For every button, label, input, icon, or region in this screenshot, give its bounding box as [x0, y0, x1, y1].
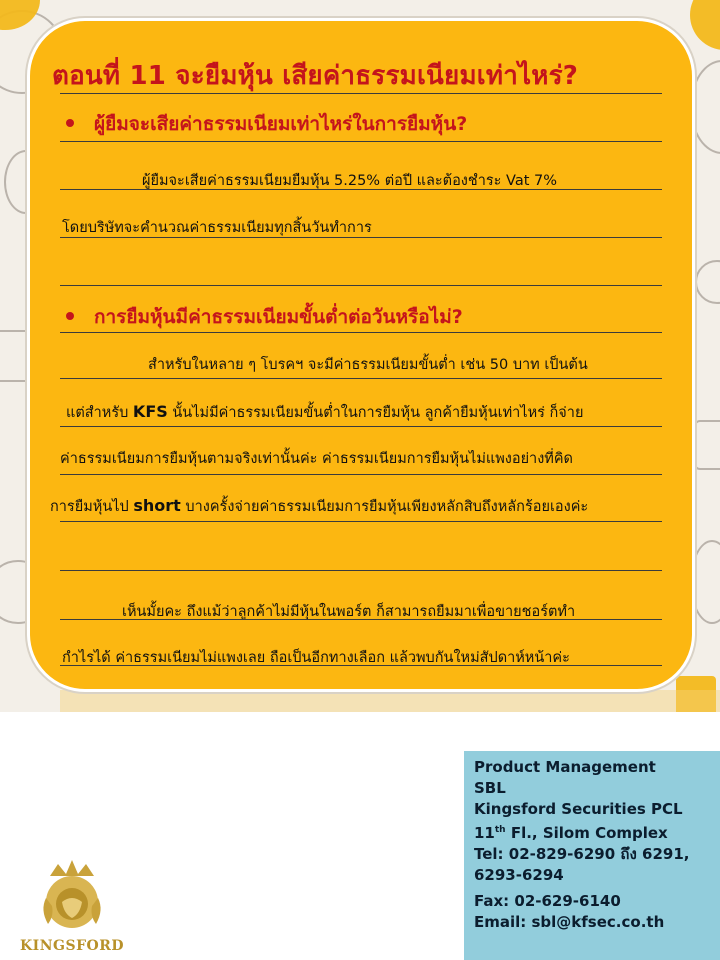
answer-2-line-1: สำหรับในหลาย ๆ โบรคฯ จะมีค่าธรรมเนียมขั้นต่ำ เช่น 50 บาท เป็นต้น	[148, 357, 588, 373]
ruled-line	[60, 285, 662, 286]
ruled-line	[60, 93, 662, 94]
ruled-line	[60, 237, 662, 238]
question-1-text: ผู้ยืมจะเสียค่าธรรมเนียมเท่าไหร่ในการยืมหุ้น?	[94, 113, 468, 135]
question-2-text: การยืมหุ้นมีค่าธรรมเนียมขั้นต่ำต่อวันหรือไม่?	[94, 306, 463, 328]
ruled-line	[60, 474, 662, 475]
bullet-icon	[66, 119, 74, 127]
answer-2-line-6: กำไรได้ ค่าธรรมเนียมไม่แพงเลย ถือเป็นอีกทางเลือก แล้วพบกันใหม่สัปดาห์หน้าค่ะ	[62, 650, 570, 666]
ruled-line	[60, 619, 662, 620]
contact-address	[474, 820, 720, 844]
answer-2-line-2	[66, 401, 583, 424]
ruled-line	[60, 332, 662, 333]
kingsford-logo	[10, 858, 134, 960]
answer-2-line-2-post: นั้นไม่มีค่าธรรมเนียมขั้นต่ำในการยืมหุ้น ลูกค้ายืมหุ้นเท่าไหร่ ก็จ่าย	[167, 405, 584, 421]
lion-crest-icon	[10, 858, 134, 938]
answer-2-line-4-post: บางครั้งจ่ายค่าธรรมเนียมการยืมหุ้นเพียงหลักสิบถึงหลักร้อยเองค่ะ	[180, 499, 589, 515]
ruled-line	[60, 189, 662, 190]
doodle-circle	[695, 260, 720, 304]
floor-number: 11	[474, 824, 495, 842]
answer-1-line-1: ผู้ยืมจะเสียค่าธรรมเนียมยืมหุ้น 5.25% ต่อปี และต้องชำระ Vat 7%	[142, 173, 557, 189]
answer-2-line-5: เห็นมั้ยคะ ถึงแม้ว่าลูกค้าไม่มีหุ้นในพอร์ต ก็สามารถยืมมาเพื่อขายชอร์ตทำ	[122, 604, 576, 620]
address-rest: Fl., Silom Complex	[505, 824, 668, 842]
contact-company: Kingsford Securities PCL	[474, 800, 683, 818]
question-1	[66, 109, 467, 139]
contact-fax: Fax: 02-629-6140	[474, 892, 621, 910]
doodle-cup	[694, 420, 720, 470]
answer-2-line-4-pre: การยืมหุ้นไป	[50, 499, 134, 515]
question-2	[66, 302, 463, 332]
contact-department: Product Management	[474, 758, 656, 776]
ruled-line	[60, 665, 662, 666]
page-title: ตอนที่ 11 จะยืมหุ้น เสียค่าธรรมเนียมเท่าไหร่?	[52, 61, 579, 91]
answer-2-line-2-pre: แต่สำหรับ	[66, 405, 133, 421]
short-highlight: short	[133, 496, 181, 515]
contact-box	[464, 751, 720, 960]
contact-tel: Tel: 02-829-6290 ถึง 6291,	[474, 845, 690, 863]
ruled-line	[60, 141, 662, 142]
contact-email[interactable]: Email: sbl@kfsec.co.th	[474, 913, 665, 931]
answer-1-line-2: โดยบริษัทจะคำนวณค่าธรรมเนียมทุกสิ้นวันทำการ	[62, 220, 372, 236]
contact-unit: SBL	[474, 779, 506, 797]
bullet-icon	[66, 312, 74, 320]
answer-2-line-4	[50, 495, 588, 518]
decor-strip	[60, 690, 720, 712]
logo-text: KINGSFORD	[20, 938, 124, 954]
ruled-line	[60, 521, 662, 522]
ruled-line	[60, 378, 662, 379]
contact-tel-cont: 6293-6294	[474, 866, 564, 884]
kfs-highlight: KFS	[132, 402, 168, 421]
floor-suffix: th	[494, 825, 506, 835]
answer-2-line-3: ค่าธรรมเนียมการยืมหุ้นตามจริงเท่านั้นค่ะ ค่าธรรมเนียมการยืมหุ้นไม่แพงอย่างที่คิด	[60, 451, 573, 467]
ruled-line	[60, 426, 662, 427]
info-card	[27, 18, 695, 692]
decor-blob	[690, 0, 720, 50]
ruled-line	[60, 570, 662, 571]
